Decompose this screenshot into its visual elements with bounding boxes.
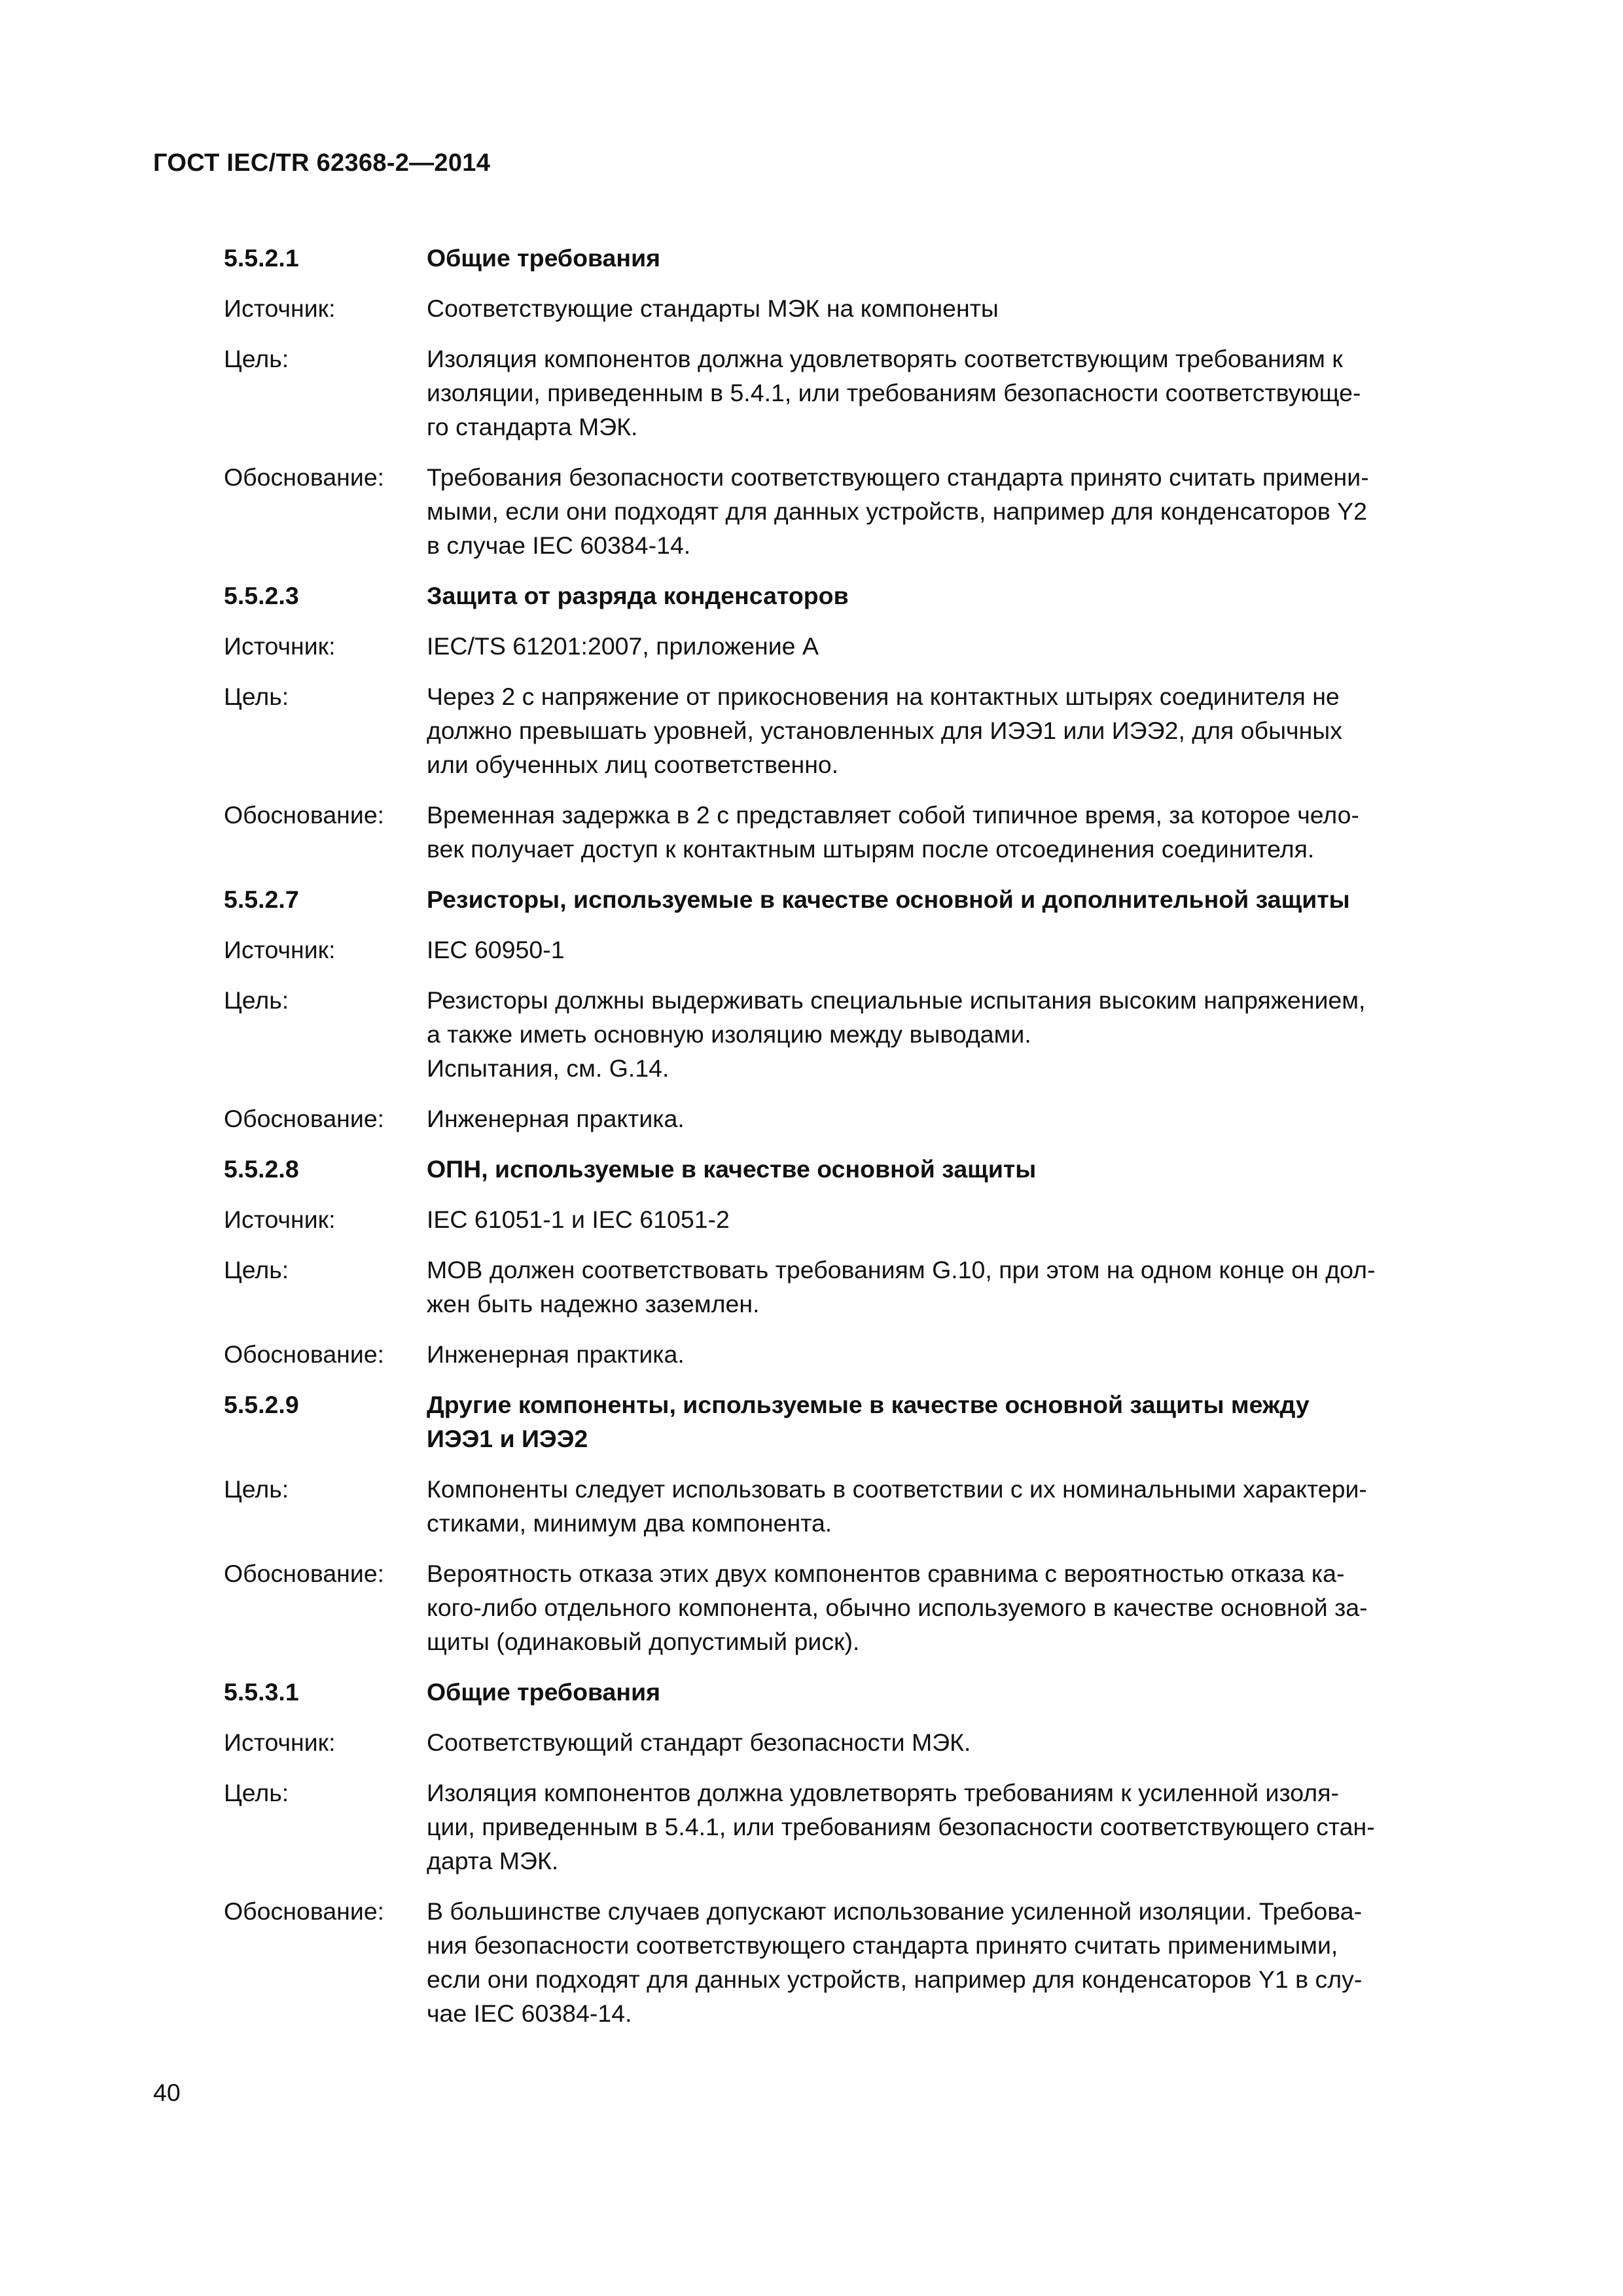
section-number: 5.5.2.7: [224, 886, 299, 913]
section-heading: [224, 1388, 1471, 1456]
section-number: 5.5.2.1: [224, 244, 299, 272]
section-number: 5.5.2.9: [224, 1391, 299, 1418]
source-label: Источник:: [224, 295, 336, 322]
goal-row: [224, 1776, 1471, 1878]
rationale-text: Вероятность отказа этих двух компонентов сравнима с вероятностью отказа ка- кого-либо отдельного компонента, обычно используемого в качестве основной за- щиты (одинаковый допустимый риск).: [427, 1560, 1368, 1655]
rationale-label: Обоснование:: [224, 1340, 385, 1368]
section-title: Другие компоненты, используемые в качестве основной защиты между ИЭЭ1 и ИЭЭ2: [427, 1391, 1310, 1452]
section-5-5-2-7: [224, 882, 1471, 1136]
section-5-5-2-1: [224, 241, 1471, 562]
source-label: Источник:: [224, 1729, 336, 1756]
goal-text: MOB должен соответствовать требованиям G.10, при этом на одном конце он дол- жен быть надежно заземлен.: [427, 1256, 1376, 1318]
page-number: 40: [153, 2079, 181, 2106]
rationale-label: Обоснование:: [224, 1897, 385, 1925]
rationale-label: Обоснование:: [224, 1105, 385, 1132]
goal-label: Цель:: [224, 345, 289, 372]
rationale-row: [224, 1337, 1471, 1371]
rationale-text: В большинстве случаев допускают использование усиленной изоляции. Требова- ния безопасности соответствующего стандарта принято считать применимыми, если они подходят для данных устройств, например для конденсаторов Y1 в слу- чае IEC 60384-14.: [427, 1897, 1363, 2027]
section-heading: [224, 579, 1471, 613]
source-label: Источник:: [224, 936, 336, 963]
section-heading: [224, 241, 1471, 275]
goal-row: [224, 1472, 1471, 1540]
source-text: IEC 60950-1: [427, 936, 565, 963]
section-heading: [224, 1152, 1471, 1186]
source-text: IEC/TS 61201:2007, приложение А: [427, 632, 819, 660]
rationale-row: [224, 1102, 1471, 1136]
section-title: Защита от разряда конденсаторов: [427, 582, 849, 609]
rationale-row: [224, 1556, 1471, 1659]
section-title: Общие требования: [427, 1678, 661, 1706]
rationale-row: [224, 1894, 1471, 2030]
rationale-label: Обоснование:: [224, 463, 385, 491]
section-number: 5.5.2.8: [224, 1155, 299, 1183]
goal-row: [224, 342, 1471, 444]
rationale-text: Временная задержка в 2 с представляет собой типичное время, за которое чело- век получает доступ к контактным штырям после отсоединения соединителя.: [427, 801, 1360, 863]
goal-label: Цель:: [224, 1256, 289, 1283]
rationale-text: Инженерная практика.: [427, 1105, 685, 1132]
section-title: Резисторы, используемые в качестве основной и дополнительной защиты: [427, 886, 1350, 913]
source-label: Источник:: [224, 1206, 336, 1233]
source-text: Соответствующий стандарт безопасности МЭК.: [427, 1729, 971, 1756]
source-text: Соответствующие стандарты МЭК на компоненты: [427, 295, 999, 322]
source-row: [224, 1725, 1471, 1759]
source-row: [224, 291, 1471, 325]
section-5-5-2-8: [224, 1152, 1471, 1371]
section-5-5-2-9: [224, 1388, 1471, 1659]
goal-row: [224, 983, 1471, 1085]
rationale-label: Обоснование:: [224, 801, 385, 829]
goal-text: Через 2 с напряжение от прикосновения на контактных штырях соединителя не должно превышать уровней, установленных для ИЭЭ1 или ИЭЭ2, для обычных или обученных лиц соответственно.: [427, 683, 1342, 778]
source-row: [224, 629, 1471, 663]
rationale-text: Требования безопасности соответствующего стандарта принято считать примени- мыми, если они подходят для данных устройств, например для конденсаторов Y2 в случае IEC 60384-14.: [427, 463, 1369, 559]
rationale-row: [224, 798, 1471, 866]
requirements-list: [224, 241, 1471, 2030]
rationale-label: Обоснование:: [224, 1560, 385, 1587]
source-label: Источник:: [224, 632, 336, 660]
section-title: ОПН, используемые в качестве основной защиты: [427, 1155, 1037, 1183]
goal-label: Цель:: [224, 683, 289, 710]
goal-label: Цель:: [224, 986, 289, 1014]
section-heading: [224, 882, 1471, 916]
source-row: [224, 933, 1471, 967]
section-heading: [224, 1675, 1471, 1709]
goal-row: [224, 679, 1471, 781]
source-text: IEC 61051-1 и IEC 61051-2: [427, 1206, 730, 1233]
section-number: 5.5.3.1: [224, 1678, 299, 1706]
section-5-5-3-1: [224, 1675, 1471, 2030]
goal-text: Изоляция компонентов должна удовлетворять требованиям к усиленной изоля- ции, приведенным в 5.4.1, или требованиям безопасности соответствующего стан- дарта МЭК.: [427, 1779, 1375, 1874]
goal-label: Цель:: [224, 1779, 289, 1806]
section-title: Общие требования: [427, 244, 661, 272]
goal-row: [224, 1253, 1471, 1321]
goal-text: Изоляция компонентов должна удовлетворять соответствующим требованиям к изоляции, приведенным в 5.4.1, или требованиям безопасности соответствующе- го стандарта МЭК.: [427, 345, 1361, 440]
source-row: [224, 1202, 1471, 1236]
section-5-5-2-3: [224, 579, 1471, 866]
document-header: ГОСТ IEC/TR 62368-2—2014: [153, 149, 491, 177]
rationale-text: Инженерная практика.: [427, 1340, 685, 1368]
section-number: 5.5.2.3: [224, 582, 299, 609]
goal-label: Цель:: [224, 1475, 289, 1503]
goal-text: Компоненты следует использовать в соответствии с их номинальными характери- стиками, минимум два компонента.: [427, 1475, 1367, 1537]
rationale-row: [224, 460, 1471, 562]
goal-text: Резисторы должны выдерживать специальные испытания высоким напряжением, а также иметь основную изоляцию между выводами. Испытания, см. G.14.: [427, 986, 1366, 1082]
